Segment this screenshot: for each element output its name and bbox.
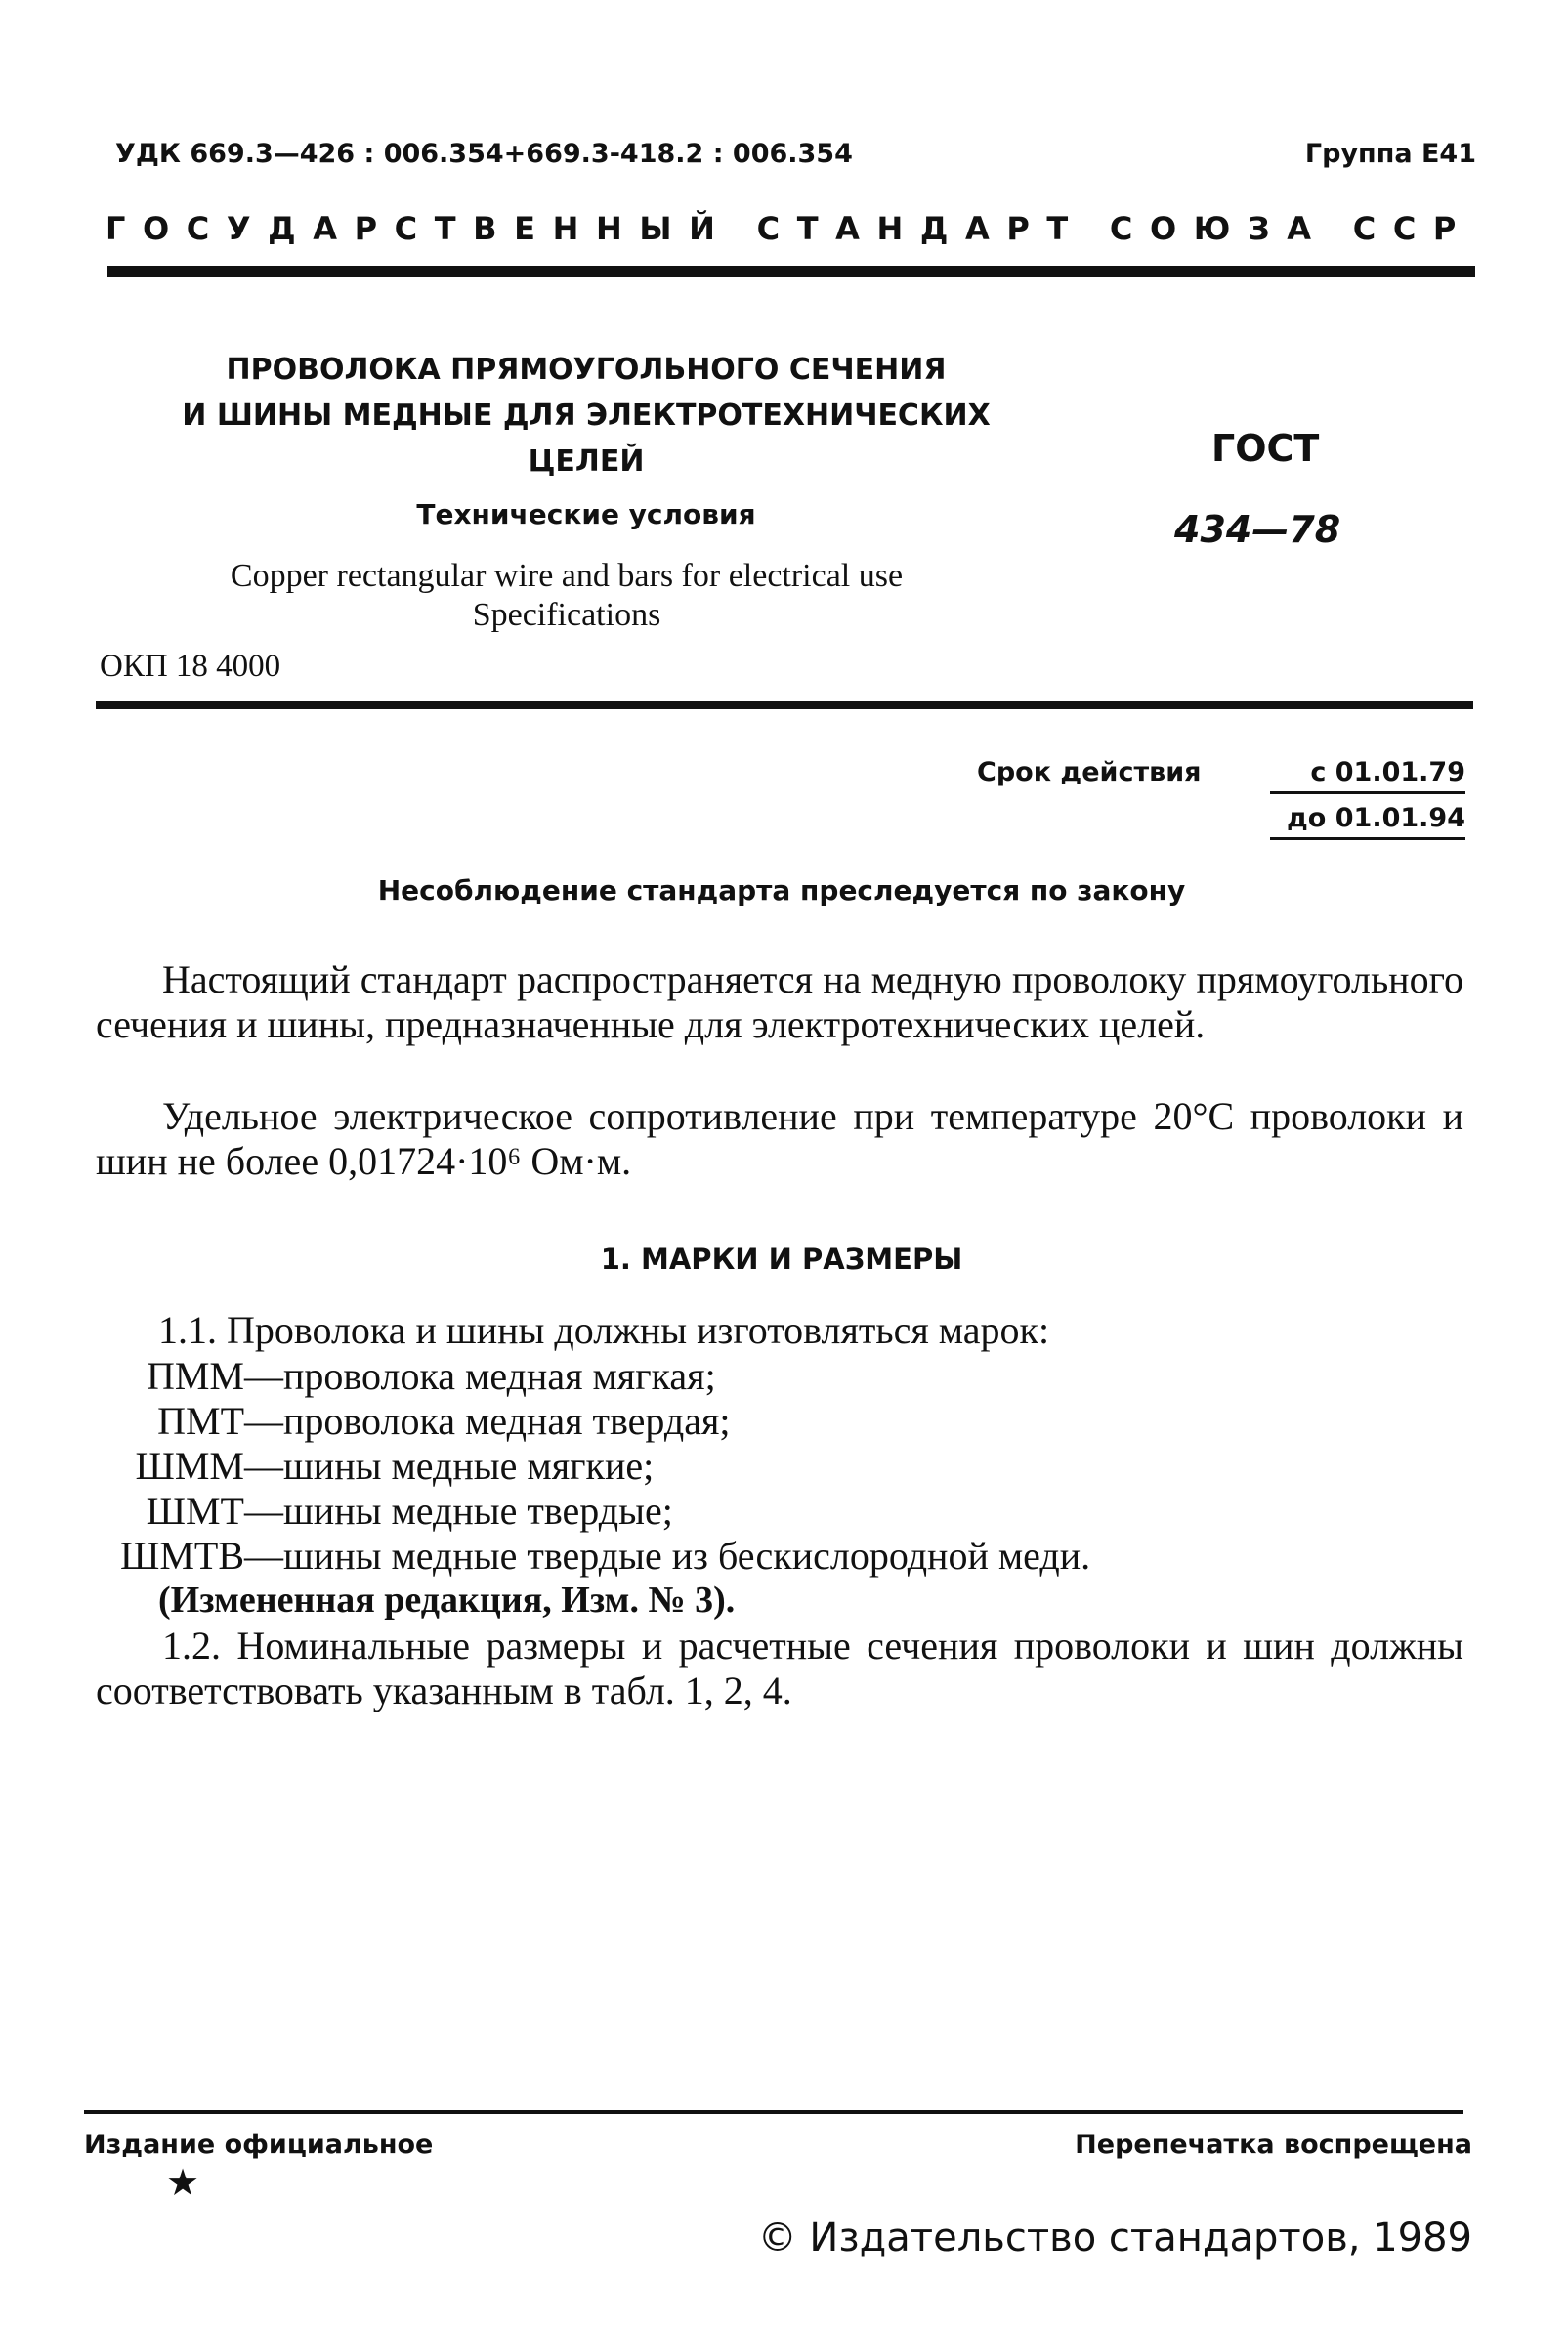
intro-paragraph-scope: Настоящий стандарт распространяется на медную проволоку прямоугольного сечения и шины, предназначенные для электротехнических целей. bbox=[96, 957, 1463, 1046]
mark-description: —шины медные твердые из бескислородной меди. bbox=[244, 1534, 1091, 1578]
mark-code: ШММ bbox=[135, 1444, 244, 1488]
mark-code: ПМТ bbox=[157, 1399, 244, 1443]
udk-code: УДК 669.3—426 : 006.354+669.3-418.2 : 006.354 bbox=[115, 139, 853, 169]
title-line-3: ЦЕЛЕЙ bbox=[528, 444, 645, 479]
state-standard-word: СОЮЗА bbox=[1109, 210, 1329, 247]
star-icon: ★ bbox=[166, 2161, 200, 2204]
mark-code: ШМТВ bbox=[119, 1534, 244, 1578]
mark-description: —шины медные мягкие; bbox=[244, 1444, 655, 1488]
state-standard-word: СТАНДАРТ bbox=[756, 210, 1085, 247]
mark-description: —шины медные твердые; bbox=[244, 1489, 673, 1533]
bottom-rule bbox=[84, 2110, 1463, 2114]
mark-item bbox=[78, 1354, 716, 1399]
mark-description: —проволока медная мягкая; bbox=[244, 1354, 716, 1398]
document-title bbox=[156, 347, 1016, 485]
mark-item bbox=[78, 1399, 730, 1444]
mark-item bbox=[78, 1444, 654, 1489]
validity-from: с 01.01.79 bbox=[1270, 757, 1465, 794]
okp-code: ОКП 18 4000 bbox=[100, 649, 281, 684]
clause-1-2: 1.2. Номинальные размеры и расчетные сечения проволоки и шин должны соответствовать указанным в табл. 1, 2, 4. bbox=[96, 1624, 1463, 1712]
english-title: Copper rectangular wire and bars for electrical use Specifications bbox=[230, 558, 904, 633]
middle-rule bbox=[96, 701, 1473, 709]
publisher-copyright: © Издательство стандартов, 1989 bbox=[757, 2216, 1472, 2261]
state-standard-word: ГОСУДАРСТВЕННЫЙ bbox=[106, 210, 733, 247]
gost-number: 434—78 bbox=[1174, 508, 1341, 551]
title-line-2: И ШИНЫ МЕДНЫЕ ДЛЯ ЭЛЕКТРОТЕХНИЧЕСКИХ bbox=[182, 399, 991, 433]
mark-description: —проволока медная твердая; bbox=[244, 1399, 731, 1443]
reprint-notice: Перепечатка воспрещена bbox=[1075, 2130, 1472, 2160]
state-standard-heading bbox=[106, 210, 1473, 247]
section-heading: 1. МАРКИ И РАЗМЕРЫ bbox=[600, 1243, 963, 1276]
mark-code: ШМТ bbox=[146, 1489, 244, 1533]
group-code: Группа Е41 bbox=[1304, 139, 1476, 169]
mark-item bbox=[78, 1534, 1090, 1579]
title-line-1: ПРОВОЛОКА ПРЯМОУГОЛЬНОГО СЕЧЕНИЯ bbox=[226, 353, 947, 387]
gost-label: ГОСТ bbox=[1211, 427, 1320, 470]
amendment-note: (Измененная редакция, Изм. № 3). bbox=[158, 1580, 736, 1621]
validity-label: Срок действия bbox=[977, 757, 1202, 787]
edition-note: Издание официальное bbox=[84, 2130, 434, 2160]
top-rule bbox=[107, 266, 1475, 277]
mark-code: ПММ bbox=[146, 1354, 244, 1398]
legal-warning: Несоблюдение стандарта преследуется по закону bbox=[377, 874, 1186, 907]
intro-paragraph-resistivity: Удельное электрическое сопротивление при температуре 20°С проволоки и шин не более 0,01724·10⁶ Ом·м. bbox=[96, 1094, 1463, 1183]
clause-1-1-lead: 1.1. Проволока и шины должны изготовляться марок: bbox=[158, 1308, 1050, 1352]
state-standard-word: ССР bbox=[1352, 210, 1473, 247]
mark-item bbox=[78, 1489, 673, 1534]
document-subtitle: Технические условия bbox=[416, 498, 756, 530]
validity-to: до 01.01.94 bbox=[1270, 803, 1465, 840]
